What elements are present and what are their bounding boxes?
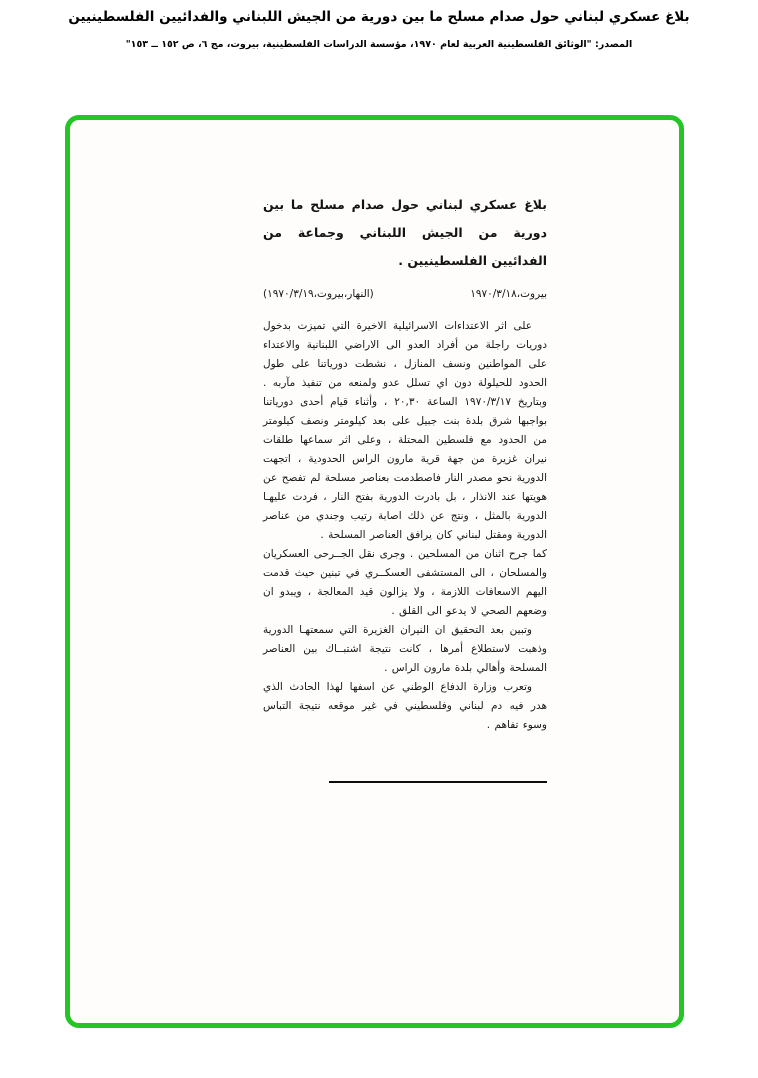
dateline xyxy=(263,288,547,300)
page-header-title: بلاغ عسكري لبناني حول صدام مسلح ما بين دورية من الجيش اللبناني والفدائيين الفلسطينيين xyxy=(68,9,690,25)
page-header-source: المصدر: "الوثائق الفلسطينية العربية لعام ١٩٧٠، مؤسسة الدراسات الفلسطينية، بيروت، مج ٦، ص ١٥٢ ــ ١٥٣" xyxy=(125,39,633,50)
paragraph: على اثر الاعتداءات الاسرائيلية الاخيرة التي تميزت بدخول دوريات راجلة من أفراد العدو الى الاراضي اللبنانية والاعتداء على المواطنين ونسف المنازل ، نشطت دورياتنا على طول الحدود للحيلولة دون اي تسلل عدو ولمنعه من تنفيذ مآربه . وبتاريخ ١٩٧٠/٣/١٧ الساعة ٢٠,٣٠ ، وأثناء قيام أحدى دورياتنا بواجبها شرق بلدة بنت جبيل على بعد كيلومتر ونصف كيلومتر من الحدود مع فلسطين المحتلة ، وعلى اثر سماعها طلقات نيران غزيرة من جهة قرية مارون الراس الحدودية ، اتجهت الدورية نحو مصدر النار فاصطدمت بعناصر مسلحة لم تفصح عن هويتها عند الانذار ، بل بادرت الدورية بفتح النار ، فردت عليهـا الدورية بالمثل ، ونتج عن ذلك اصابة رتيب وجندي من عناصر الدورية ومقتل لبناني كان يرافق العناصر المسلحة . xyxy=(263,320,547,541)
end-separator-line xyxy=(329,781,547,783)
document-body xyxy=(263,317,547,735)
document-content xyxy=(263,191,547,783)
dateline-newspaper-ref: (النهار،بيروت،١٩٧٠/٣/١٩) xyxy=(263,288,374,300)
document-frame xyxy=(65,115,684,1028)
paragraph: كما جرح اثنان من المسلحين . وجرى نقل الجــرحى العسكريان والمسلحان ، الى المستشفى العسكــري في تبنين حيث قدمت اليهم الاسعافات اللازمة ، ولا يزالون قيد المعالجة ، ويبدو ان وضعهم الصحي لا يدعو الى القلق . xyxy=(263,548,547,617)
dateline-place-date: بيروت،١٩٧٠/٣/١٨ xyxy=(470,288,547,300)
paragraph: وتعرب وزارة الدفاع الوطني عن اسفها لهذا الحادث الذي هدر فيه دم لبناني وفلسطيني في غير موقعه نتيجة التباس وسوء تفاهم . xyxy=(263,681,547,731)
page-header xyxy=(0,0,758,51)
paragraph: وتبين بعد التحقيق ان النيران الغزيرة التي سمعتهـا الدورية وذهبت لاستطلاع أمرها ، كانت نتيجة اشتبــاك بين العناصر المسلحة وأهالي بلدة مارون الراس . xyxy=(263,624,547,674)
document-title: بلاغ عسكري لبناني حول صدام مسلح ما بين دورية من الجيش اللبناني وجماعة من الفدائيين الفلسطينيين . xyxy=(263,197,547,268)
